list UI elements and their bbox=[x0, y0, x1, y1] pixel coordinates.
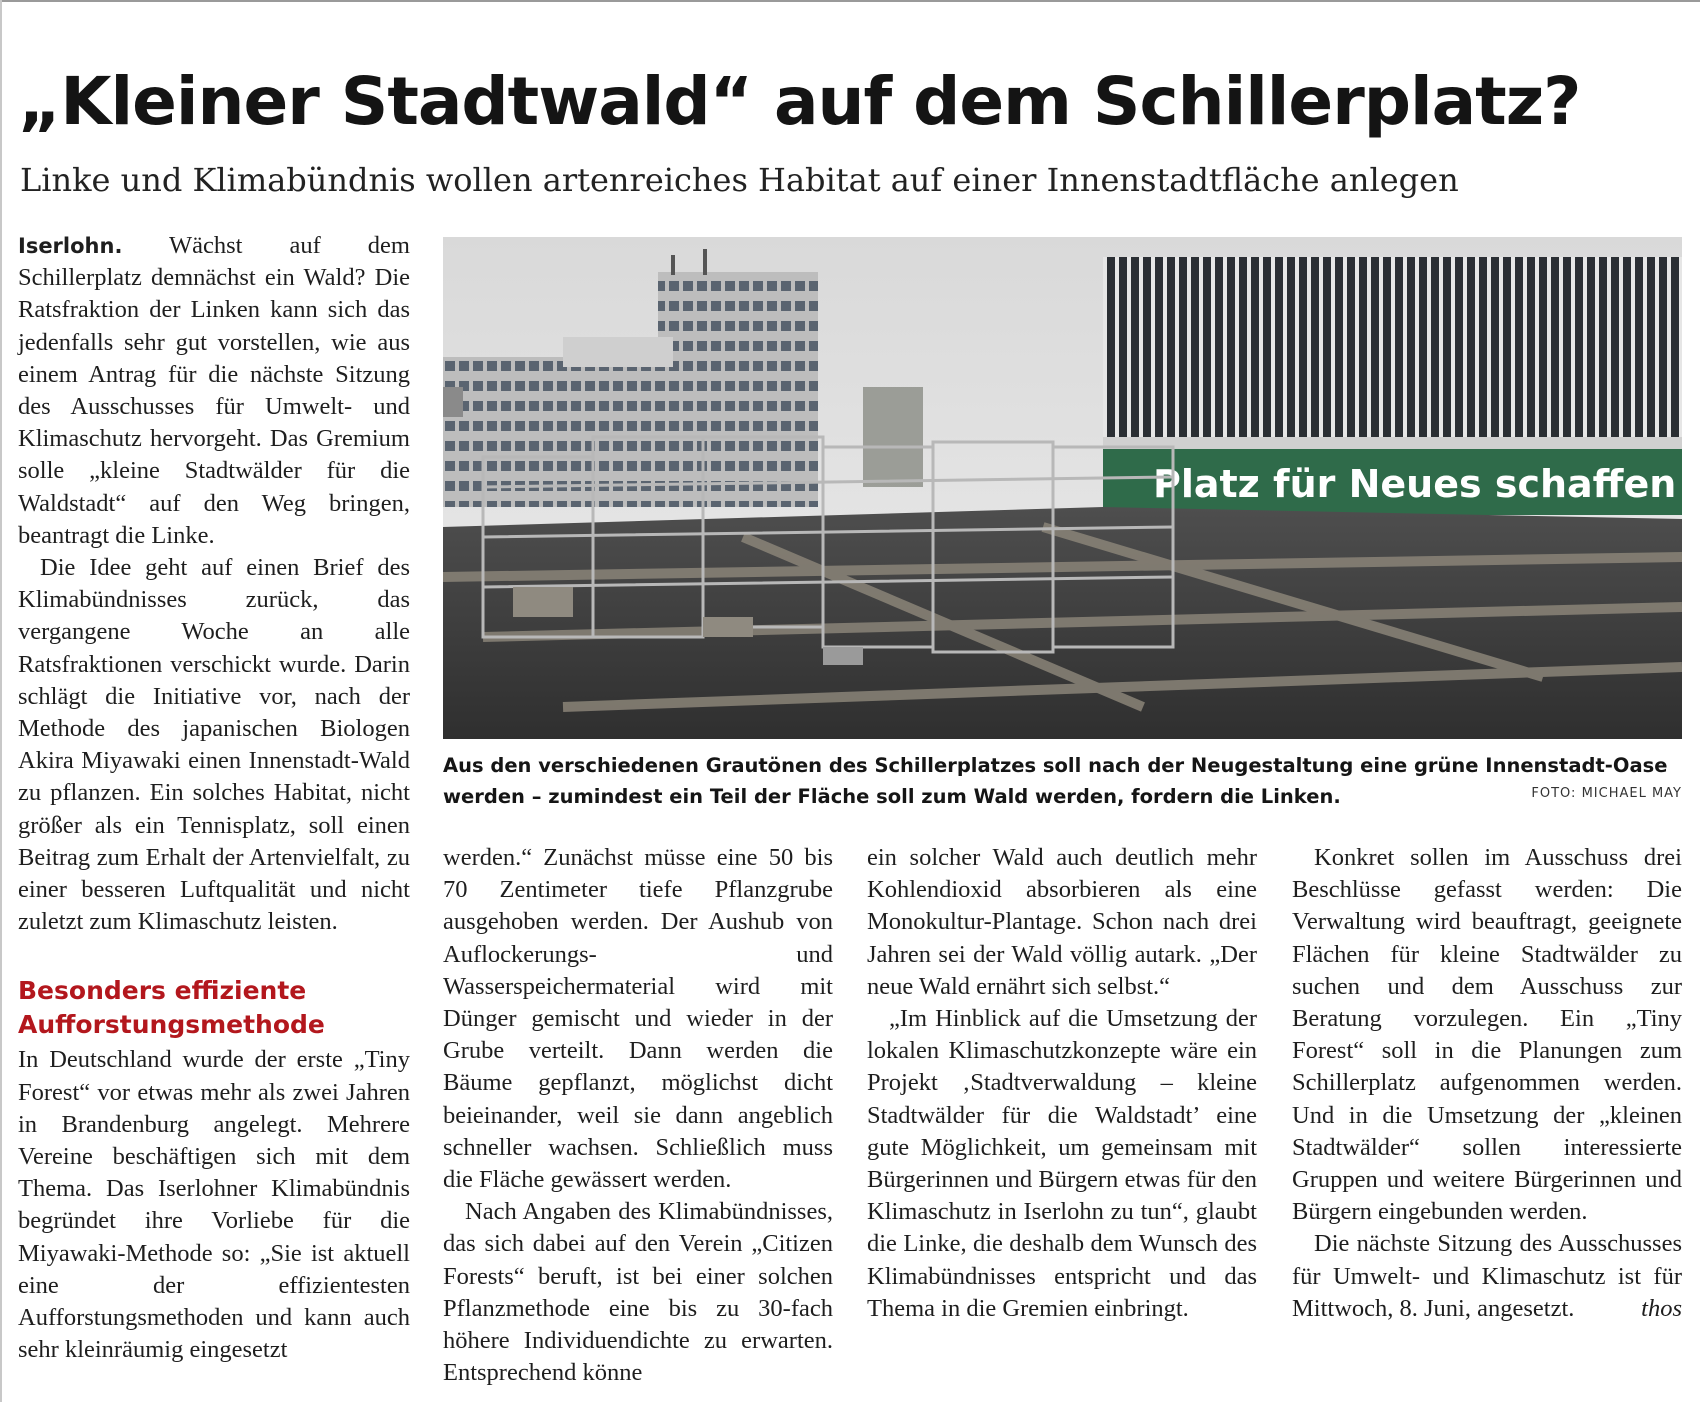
paragraph-6: ein solcher Wald auch deutlich mehr Kohlendioxid absorbieren als eine Monokultur-Plantage. Schon nach drei Jahren sei der Wald völlig autark. „Der neue Wald ernährt sich selbst.“ bbox=[867, 844, 1257, 1000]
tree bbox=[863, 387, 923, 487]
building-right bbox=[1103, 257, 1682, 449]
city-hall-tower bbox=[658, 272, 818, 507]
paragraph-5: Nach Angaben des Klimabündnisses, das sich dabei auf den Verein „Citizen Forests“ beruft, ist bei einer solchen Pflanzmethode eine bis zu 30-fach höhere Individuendichte zu erwarten. Entsprechend könne bbox=[443, 1198, 833, 1387]
left-rule bbox=[0, 0, 2, 1402]
lead-paragraph bbox=[18, 230, 410, 552]
paragraph-7: „Im Hinblick auf die Umsetzung der lokalen Klimaschutzkonzepte wäre ein Projekt ‚Stadtverwaldung – kleine Stadtwälder für die Waldstadt’ eine gute Möglichkeit, um gemeinsam mit Bürgerinnen und Bürgern etwas für den Klimaschutz in Iserlohn zu tun“, glaubt die Linke, die deshalb dem Wunsch des Klimabündnisses entspricht und das Thema in die Gremien einbringt. bbox=[867, 1005, 1257, 1322]
paragraph-2: Die Idee geht auf einen Brief des Klimabündnisses zurück, das vergangene Woche an alle Ratsfraktionen verschickt wurde. Darin schlägt die Initiative vor, nach der Methode des japanischen Biologen Akira Miyawaki einen Innenstadt-Wald zu pflanzen. Ein solches Habitat, nicht größer als ein Tennisplatz, soll einen Beitrag zum Erhalt der Artenvielfalt, zu einer besseren Luftqualität und nicht zuletzt zum Klimaschutz leisten. bbox=[18, 554, 410, 936]
subheadline: Linke und Klimabündnis wollen artenreiches Habitat auf einer Innenstadtfläche anlegen bbox=[20, 161, 1459, 199]
article-column-1 bbox=[18, 230, 410, 1367]
paragraph-1-text: Wächst auf dem Schillerplatz demnächst ein Wald? Die Ratsfraktion der Linken kann sich das jedenfalls sehr gut vorstellen, wie aus einem Antrag für die nächste Sitzung des Ausschusses für Umwelt- und Klimaschutz hervorgeht. Das Gremium solle „kleine Stadtwälder für die Waldstadt“ auf den Weg bringen, beantragt die Linke. bbox=[18, 232, 410, 549]
paragraph-3: In Deutschland wurde der erste „Tiny Forest“ vor etwas mehr als zwei Jahren in Brandenburg angelegt. Mehrere Vereine beschäftigen sich mit dem Thema. Das Iserlohner Klimabündnis begründet ihre Vorliebe für die Miyawaki-Methode so: „Sie ist aktuell eine der effizientesten Aufforstungsmethoden und kann auch sehr kleinräumig eingesetzt bbox=[18, 1046, 410, 1364]
headline: „Kleiner Stadtwald“ auf dem Schillerplatz? bbox=[18, 63, 1581, 140]
paragraph-4: werden.“ Zunächst müsse eine 50 bis 70 Zentimeter tiefe Pflanzgrube ausgehoben werden. Der Aushub von Auflockerungs- und Wasserspeichermaterial wird mit Dünger gemischt und wieder in der Grube verteilt. Dann werden die Bäume gepflanzt, möglichst dicht beieinander, weil sie dann angeblich schneller wachsen. Schließlich muss die Fläche gewässert werden. bbox=[443, 844, 833, 1194]
top-rule bbox=[0, 0, 1700, 2]
article-column-4 bbox=[1292, 842, 1682, 1325]
photo-banner-text: Platz für Neues schaffen bbox=[1153, 462, 1677, 506]
crosshead: Besonders effiziente Aufforstungsmethode bbox=[18, 976, 325, 1040]
author-initials: thos bbox=[1641, 1295, 1682, 1323]
photo-illustration bbox=[443, 237, 1682, 739]
article-photo bbox=[443, 237, 1682, 739]
article-column-2 bbox=[443, 842, 833, 1389]
paragraph-8: Konkret sollen im Ausschuss drei Beschlüsse gefasst werden: Die Verwaltung wird beauftragt, geeignete Flächen für kleine Stadtwälder zu suchen und dem Ausschuss zur Beratung vorzulegen. Ein „Tiny Forest“ soll in die Planungen zum Schillerplatz aufgenommen werden. Und in die Umsetzung der „kleinen Stadtwälder“ sollen interessierte Gruppen und weitere Bürgerinnen und Bürgern eingebunden werden. bbox=[1292, 844, 1682, 1226]
article-column-3 bbox=[867, 842, 1257, 1325]
photo-caption: Aus den verschiedenen Grautönen des Schillerplatzes soll nach der Neugestaltung eine grüne Innenstadt-Oase werden – zumindest ein Teil der Fläche soll zum Wald werden, fordern die Linken. bbox=[443, 754, 1668, 808]
photo-credit: FOTO: MICHAEL MAY bbox=[1531, 786, 1682, 801]
dateline: Iserlohn. bbox=[18, 234, 123, 258]
paragraph-9: Die nächste Sitzung des Ausschusses für Umwelt- und Klimaschutz ist für Mittwoch, 8. Juni, angesetzt. bbox=[1292, 1230, 1682, 1322]
